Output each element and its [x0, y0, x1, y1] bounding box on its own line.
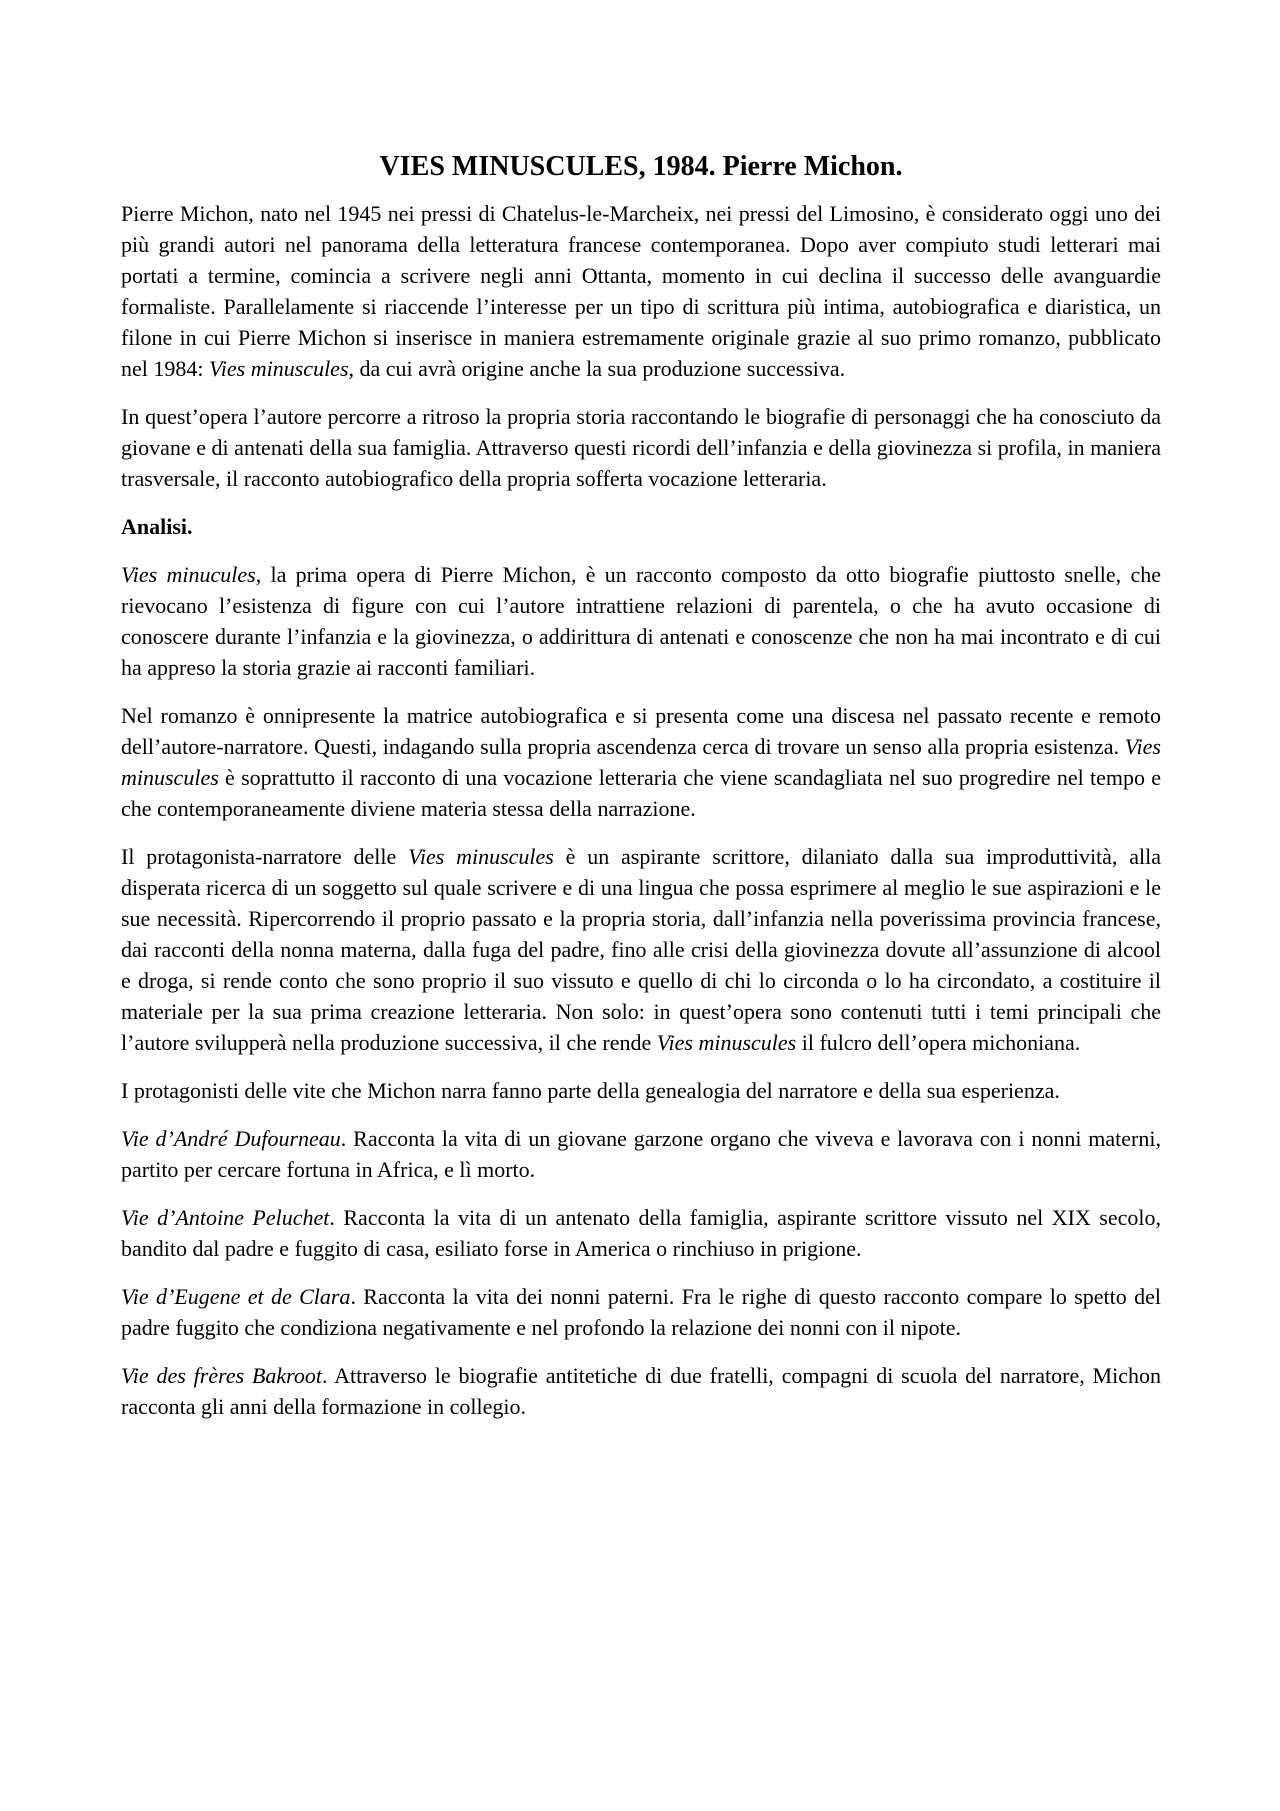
paragraph-analysis-3-italic-2: Vies minuscules — [656, 1029, 797, 1055]
paragraph-analysis-2-italic: Vies minuscules — [121, 733, 1161, 790]
vie-peluchet-text: . Racconta la vita di un antenato della famiglia, aspirante scrittore vissuto nel XIX secolo, bandito dal padre e fuggito di casa, esiliato forse in America o rinchiuso in prigione. — [121, 1204, 1161, 1261]
paragraph-protagonists: I protagonisti delle vite che Michon narra fanno parte della genealogia del narratore e della sua esperienza. — [121, 1077, 1060, 1103]
vie-eugene-clara-title: Vie d’Eugene et de Clara — [121, 1283, 351, 1309]
paragraph-analysis-3-italic-1: Vies minuscules — [408, 843, 554, 869]
vie-peluchet-title: Vie d’Antoine Peluchet — [121, 1204, 330, 1230]
document-title: VIES MINUSCULES, 1984. Pierre Michon. — [379, 151, 903, 182]
document-page — [121, 150, 1161, 1439]
paragraph-overview: In quest’opera l’autore percorre a ritroso la propria storia raccontando le biografie di personaggi che ha conosciuto da giovane e di antenati della sua famiglia. Attraverso questi ricordi dell’infanzia e della giovinezza si profila, in maniera trasversale, il racconto autobiografico della propria sofferta vocazione letteraria. — [121, 403, 1161, 491]
paragraph-intro — [121, 198, 1161, 384]
vie-dufourneau-text: . Racconta la vita di un giovane garzone organo che viveva e lavorava con i nonni materni, partito per cercare fortuna in Africa, e lì morto. — [121, 1125, 1161, 1182]
vie-dufourneau-title: Vie d’André Dufourneau — [121, 1125, 341, 1151]
paragraph-analysis-3-text-a: Il protagonista-narratore delle — [121, 843, 409, 869]
paragraph-analysis-3-text-b: è un aspirante scrittore, dilaniato dalla sua improduttività, alla disperata ricerca di un soggetto sul quale scrivere e di una lingua che possa esprimere al meglio le sue aspirazioni e le sue necessità. Ripercorrendo il proprio passato e la propria storia, dall’infanzia nella poverissima provincia francese, dai racconti della nonna materna, dalla fuga del padre, fino alle crisi della giovinezza dovute all’assunzione di alcool e droga, si rende conto che sono proprio il suo vissuto e quello di chi lo circonda o lo ha circondato, a costituire il materiale per la sua prima creazione letteraria. Non solo: in quest’opera sono contenuti tutti i temi principali che l’autore svilupperà nella produzione successiva, il che rende — [121, 843, 1161, 1055]
paragraph-analysis-1-italic: Vies minucules — [121, 561, 256, 587]
paragraph-intro-text-a: Pierre Michon, nato nel 1945 nei pressi di Chatelus-le-Marcheix, nei pressi del Limosino, è considerato oggi uno dei più grandi autori nel panorama della letteratura francese contemporanea. Dopo aver compiuto studi letterari mai portati a termine, comincia a scrivere negli anni Ottanta, momento in cui declina il successo delle avanguardie formaliste. Parallelamente si riaccende l’interesse per un tipo di scrittura più intima, autobiografica e diaristica, un filone in cui Pierre Michon si inserisce in maniera estremamente originale grazie al suo primo romanzo, pubblicato nel 1984: — [121, 200, 1161, 381]
paragraph-vie-peluchet — [121, 1202, 1161, 1264]
paragraph-analysis-1-text: , la prima opera di Pierre Michon, è un racconto composto da otto biografie piuttosto snelle, che rievocano l’esistenza di figure con cui l’autore intrattiene relazioni di parentela, o che ha avuto occasione di conoscere durante l’infanzia e la giovinezza, o addirittura di antenati e conoscenze che non ha mai incontrato e di cui ha appreso la storia grazie ai racconti familiari. — [121, 561, 1161, 680]
vie-bakroot-text: . Attraverso le biografie antitetiche di due fratelli, compagni di scuola del narratore, Michon racconta gli anni della formazione in collegio. — [121, 1362, 1161, 1419]
paragraph-analysis-1 — [121, 559, 1161, 683]
vie-eugene-clara-text: . Racconta la vita dei nonni paterni. Fra le righe di questo racconto compare lo spetto del padre fuggito che condiziona negativamente e nel profondo la relazione dei nonni con il nipote. — [121, 1283, 1162, 1340]
vie-bakroot-title: Vie des frères Bakroot — [121, 1362, 323, 1388]
paragraph-intro-text-b: , da cui avrà origine anche la sua produzione successiva. — [348, 355, 846, 381]
analysis-heading: Analisi. — [121, 513, 193, 539]
paragraph-analysis-2 — [121, 700, 1161, 824]
paragraph-analysis-3-text-c: il fulcro dell’opera michoniana. — [796, 1029, 1081, 1055]
paragraph-vie-eugene-clara — [121, 1281, 1161, 1343]
paragraph-intro-italic: Vies minuscules — [209, 355, 349, 381]
paragraph-analysis-2-text-a: Nel romanzo è onnipresente la matrice autobiografica e si presenta come una discesa nel passato recente e remoto dell’autore-narratore. Questi, indagando sulla propria ascendenza cerca di trovare un senso alla propria esistenza. — [121, 702, 1161, 759]
paragraph-vie-bakroot — [121, 1360, 1161, 1422]
paragraph-analysis-2-text-b: è soprattutto il racconto di una vocazione letteraria che viene scandagliata nel suo progredire nel tempo e che contemporaneamente diviene materia stessa della narrazione. — [121, 764, 1161, 821]
paragraph-vie-dufourneau — [121, 1123, 1161, 1185]
paragraph-analysis-3 — [121, 841, 1161, 1058]
